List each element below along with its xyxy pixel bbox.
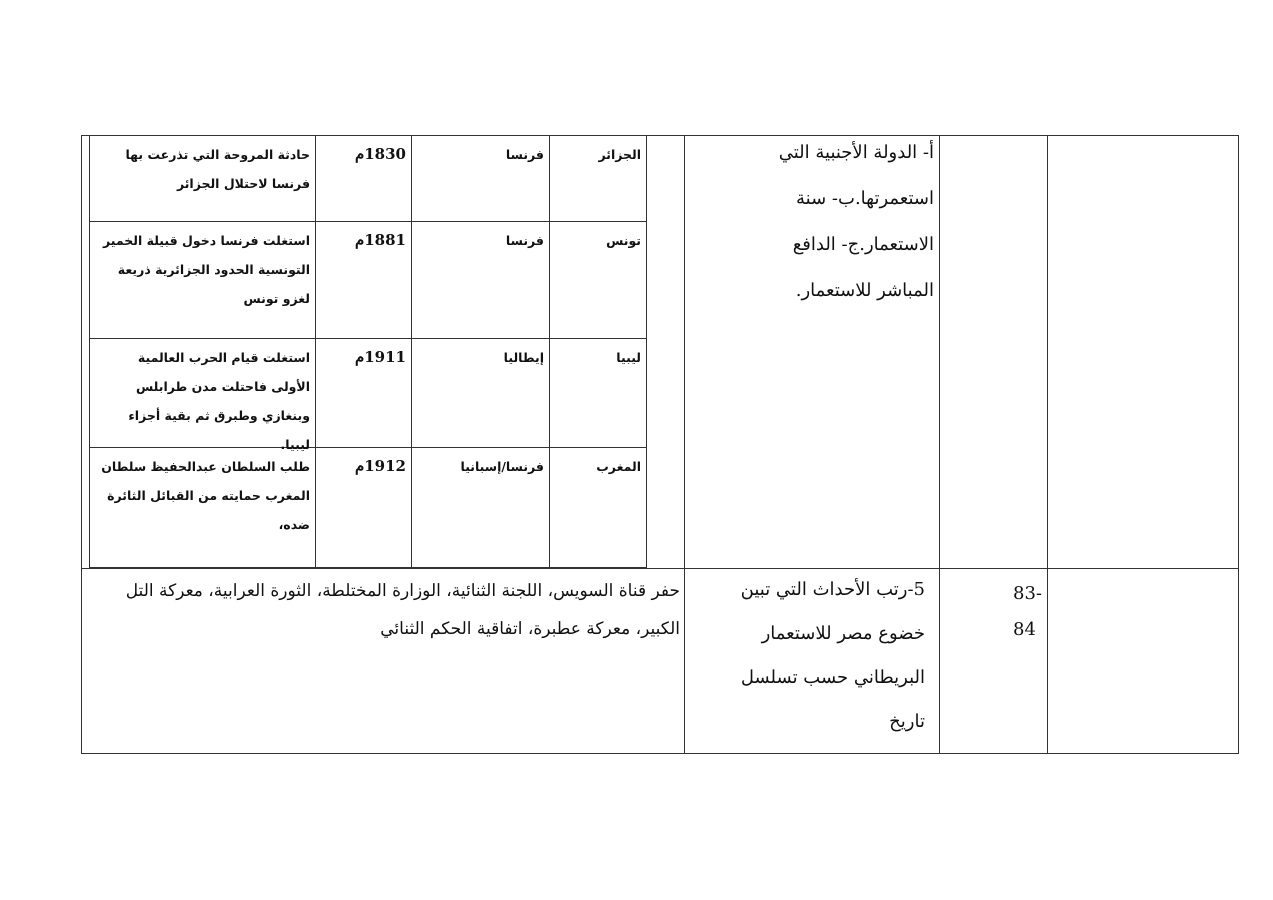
country-cell: الجزائر (598, 147, 641, 162)
question-5-text: 5-رتب الأحداث التي تبين خضوع مصر للاستعمار البريطاني حسب تسلسل تاريخ (740, 579, 925, 732)
table-row (89, 135, 647, 221)
motive-cell: استغلت فرنسا دخول قبيلة الخمير التونسية الحدود الجزائرية ذريعة لغزو تونس (103, 233, 310, 306)
motive-cell: حادثة المروحة التي تذرعت بها فرنسا لاحتلال الجزائر (125, 147, 310, 191)
country-cell: ليبيا (616, 350, 641, 365)
question-a-text: أ- الدولة الأجنبية التي استعمرتها.ب- سنة الاستعمار.ج- الدافع المباشر للاستعمار. (778, 142, 934, 301)
year-cell: 1911م (354, 348, 406, 366)
country-cell: المغرب (596, 459, 641, 474)
table-row (89, 447, 647, 567)
year-cell: 1881م (354, 231, 406, 249)
colonizer-cell: فرنسا (505, 147, 544, 162)
country-cell: تونس (606, 233, 641, 248)
colonizer-cell: إيطاليا (503, 350, 544, 365)
colonization-table (89, 135, 647, 568)
year-cell: 1912م (354, 457, 406, 475)
motive-cell: استغلت قيام الحرب العالمية الأولى فاحتلت مدن طرابلس وبنغازي وطبرق ثم بقية أجزاء ليبيا. (128, 350, 310, 452)
question-5-answer: حفر قناة السويس، اللجنة الثنائية، الوزارة المختلطة، الثورة العرابية، معركة التل الكبير، معركة عطبرة، اتفاقية الحكم الثنائي (125, 581, 680, 639)
year-cell: 1830م (354, 145, 406, 163)
page-reference: 83-84 (1013, 583, 1042, 640)
table-row (89, 338, 647, 452)
motive-cell: طلب السلطان عبدالحفيظ سلطان المغرب حمايته من القبائل الثائرة ضده، (101, 459, 310, 532)
colonizer-cell: فرنسا/إسبانيا (460, 459, 544, 474)
table-row (89, 221, 647, 338)
colonizer-cell: فرنسا (505, 233, 544, 248)
